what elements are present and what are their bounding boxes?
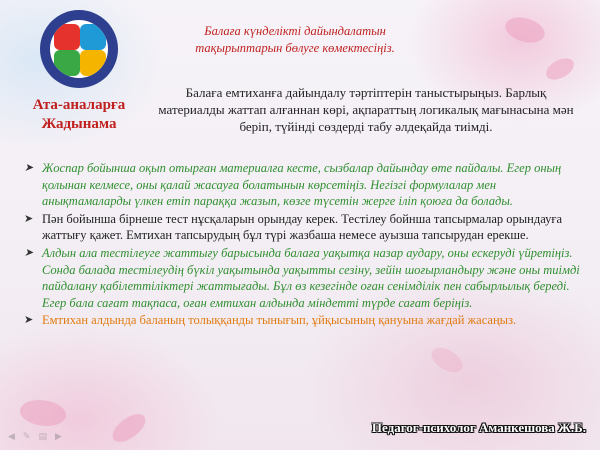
arrow-bullet-icon: ➤ — [24, 162, 34, 174]
list-item-text: Пән бойынша бірнеше тест нұсқаларын орындау керек. Тестілеу бойнша тапсырмалар орындауға жаттығу қажет. Емтихан тапсырудың бұл түрі жазбаша немесе ауызша тапсырудан ерекше. — [42, 211, 563, 243]
pen-icon[interactable]: ✎ — [22, 432, 31, 442]
arrow-bullet-icon: ➤ — [24, 314, 34, 327]
list-item — [22, 245, 582, 311]
decorative-petal — [543, 55, 577, 82]
list-item — [22, 211, 582, 244]
next-slide-icon[interactable]: ▶ — [54, 432, 62, 442]
decorative-petal — [428, 341, 467, 378]
header-subtitle: Балаға күнделікті дайындалатын тақырыптарын бөлуге көмектесіңіз. — [195, 24, 395, 55]
prev-slide-icon[interactable]: ◀ — [8, 432, 15, 442]
decorative-petal — [17, 394, 68, 431]
list-item-text: Жоспар бойынша оқып отырған материалға кесте, сызбалар дайындау өте пайдалы. Егер оның қолынан келмесе, оны қалай жасауға болатынын көрсетіңіз. Негізгі формулалар мен анықтамаларды үлкен етіп параққа жазып, көзге түсетін жерге іліп қоюға да болады. — [42, 161, 562, 209]
list-item — [22, 312, 582, 329]
list-item-text: Алдын ала тестілеуге жаттығу барысында балаға уақытқа назар аудару, оны ескеруді үйретіңіз. Сонда балада тестілеудің бүкіл уақытында уақытты сезіну, зейін шоғырландыру және оны тиімді пайдалану қабілеттіліктері жаттығады. Бұл өз кезегінде оған сенімділік пен сабырлылық береді. Егер бала сағат тақпаса, оған емтихан алдында міндетті түрде сағат беріңіз. — [42, 245, 580, 310]
slide-controls — [8, 432, 62, 442]
decorative-petal — [502, 11, 548, 50]
arrow-bullet-icon: ➤ — [24, 212, 34, 225]
tips-list — [22, 160, 582, 330]
arrow-bullet-icon: ➤ — [24, 246, 34, 259]
list-item — [22, 160, 582, 210]
logo-emblem — [40, 10, 118, 88]
menu-icon[interactable]: ▤ — [38, 432, 47, 442]
decorative-petal — [108, 410, 151, 446]
page-title: Ата-аналарға Жадынама — [32, 97, 126, 132]
intro-paragraph: Балаға емтиханға дайындалу тәртіптерін таныстырыңыз. Барлық материалды жаттап алғаннан көрі, ақпараттың логикалық мағынасына мән беріп, түйінді сөздерді табу әлдеқайда тиімді. — [158, 85, 574, 134]
signature: Педагог-психолог Аманкешова Ж.Б. — [371, 420, 586, 435]
list-item-text: Емтихан алдында баланың толыққанды тынығып, ұйқысының қануына жағдай жасаңыз. — [42, 313, 517, 328]
